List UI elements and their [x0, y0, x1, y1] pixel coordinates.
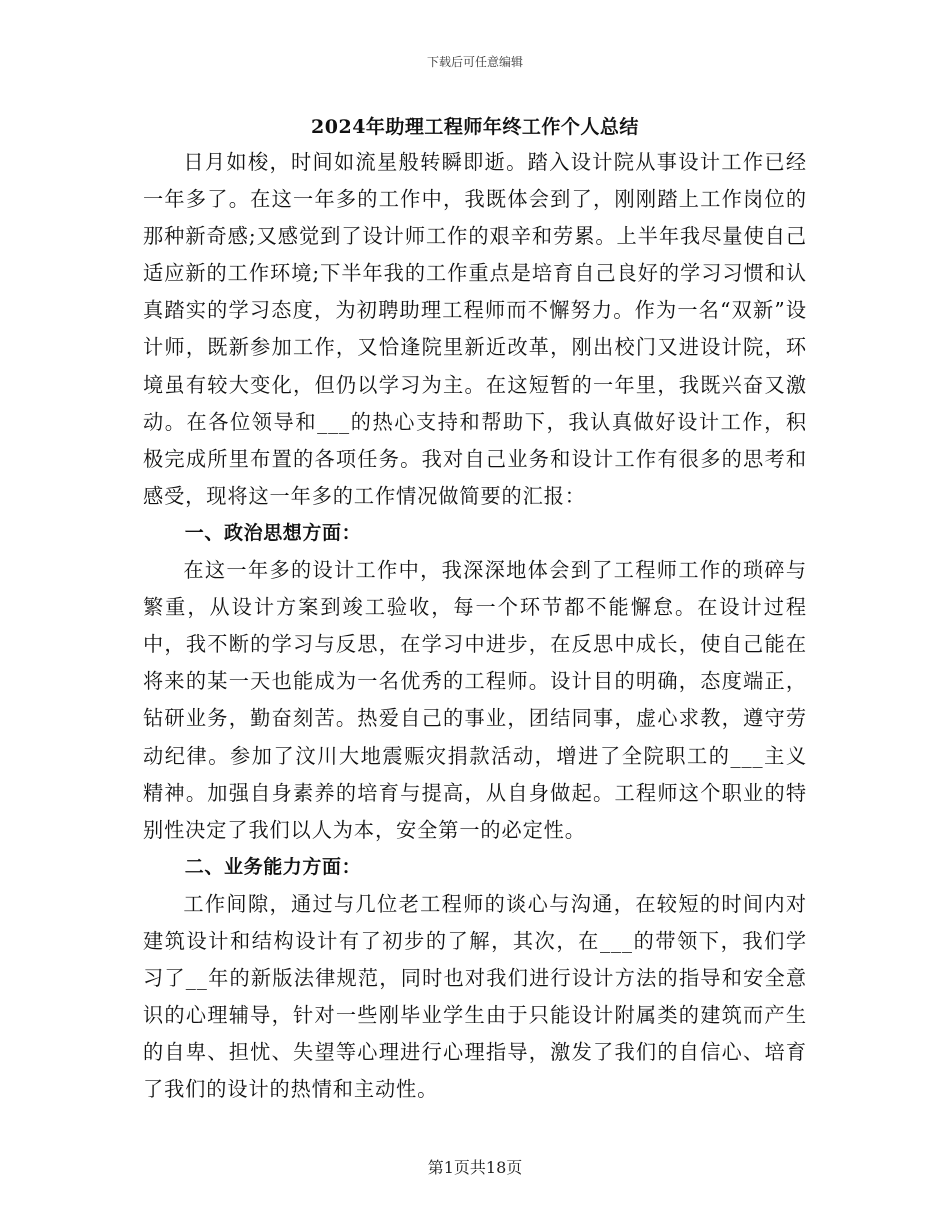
header-note: 下载后可任意编辑	[426, 55, 523, 69]
intro-paragraph: 日月如梭，时间如流星般转瞬即逝。踏入设计院从事设计工作已经一年多了。在这一年多的工作中，我既体会到了，刚刚踏上工作岗位的那种新奇感;又感觉到了设计师工作的艰辛和劳累。上半年我尽量使自己适应新的工作环境;下半年我的工作重点是培育自己良好的学习习惯和认真踏实的学习态度，为初聘助理工程师而不懈努力。作为一名“双新”设计师，既新参加工作，又恰逢院里新近改革，刚出校门又进设计院，环境虽有较大变化，但仍以学习为主。在这短暂的一年里，我既兴奋又激动。在各位领导和___的热心支持和帮助下，我认真做好设计工作，积极完成所里布置的各项任务。我对自己业务和设计工作有很多的思考和感受，现将这一年多的工作情况做简要的汇报：	[143, 150, 807, 508]
section-heading-business: 二、业务能力方面：	[184, 855, 362, 878]
page-number: 第1页共18页	[427, 1158, 523, 1177]
section-body-business: 工作间隙，通过与几位老工程师的谈心与沟通，在较短的时间内对建筑设计和结构设计有了初步的了解，其次，在___的带领下，我们学习了__年的新版法律规范，同时也对我们进行设计方法的指导和安全意识的心理辅导，针对一些刚毕业学生由于只能设计附属类的建筑而产生的自卑、担忧、失望等心理进行心理指导，激发了我们的自信心、培育了我们的设计的热情和主动性。	[143, 891, 807, 1102]
section-body-politics: 在这一年多的设计工作中，我深深地体会到了工程师工作的琐碎与繁重，从设计方案到竣工验收，每一个环节都不能懈怠。在设计过程中，我不断的学习与反思，在学习中进步，在反思中成长，使自己能在将来的某一天也能成为一名优秀的工程师。设计目的明确，态度端正，钻研业务，勤奋刻苦。热爱自己的事业，团结同事，虚心求教，遵守劳动纪律。参加了汶川大地震赈灾捐款活动，增进了全院职工的___主义精神。加强自身素养的培育与提高，从自身做起。工程师这个职业的特别性决定了我们以人为本，安全第一的必定性。	[143, 558, 807, 842]
section-heading-politics: 一、政治思想方面：	[184, 521, 362, 544]
document-title: 2024年助理工程师年终工作个人总结	[311, 116, 639, 138]
document-content	[143, 110, 807, 1108]
